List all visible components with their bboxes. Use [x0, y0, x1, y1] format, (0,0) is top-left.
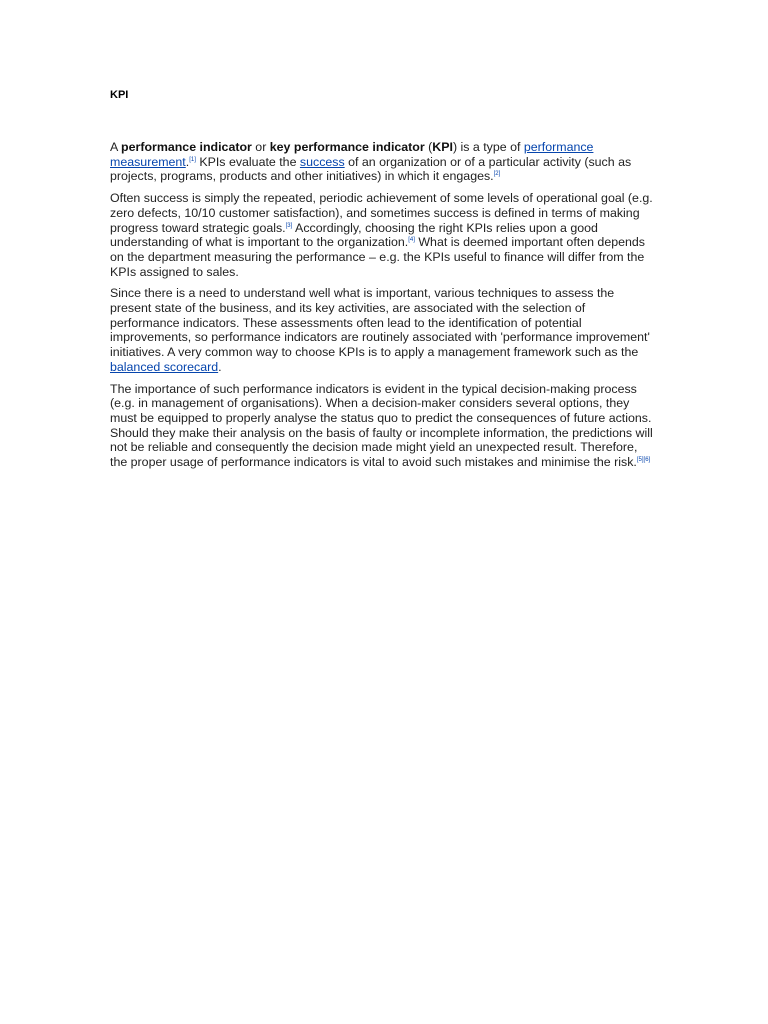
text-run: KPIs evaluate the — [195, 154, 300, 169]
text-run: . — [185, 154, 190, 169]
link-success[interactable]: success — [299, 154, 345, 169]
citation-link[interactable]: [4] — [408, 237, 415, 244]
paragraph-4 — [110, 382, 655, 470]
text-run: Often success is simply the repeated, periodic achievement of some levels of operational goal (e.g. zero defects, 10/10 customer satisfaction), and sometimes success is defined in terms of making progress toward strategic goals. — [110, 191, 653, 235]
citation-link[interactable]: [5][6] — [636, 456, 651, 463]
text-run: What is deemed important often depends on the department measuring the performance – e.g. the KPIs useful to finance will differ from the KPIs assigned to sales. — [110, 235, 645, 279]
text-run: The importance of such performance indicators is evident in the typical decision-making process (e.g. in management of organisations). When a decision-maker considers several options, they must be equipped to properly analyse the status quo to predict the consequences of future actions. Should they make their analysis on the basis of faulty or incomplete information, the predictions will not be reliable and consequently the decision made might yield an unexpected result. Therefore, the proper usage of performance indicators is vital to avoid such mistakes and minimise the risk. — [110, 381, 653, 470]
citation-ref — [189, 157, 196, 163]
link-balanced-scorecard[interactable]: balanced scorecard — [110, 359, 219, 374]
text-run: . — [218, 359, 222, 374]
text-run: ) is a type of — [452, 140, 524, 154]
paragraph-2 — [110, 191, 655, 279]
document-title: KPI — [110, 89, 129, 101]
citation-link[interactable]: [1] — [189, 156, 196, 163]
text-run: Accordingly, choosing the right KPIs relies upon a good understanding of what is important to the organization. — [110, 220, 598, 250]
link-performance-measurement[interactable]: performance measurement — [110, 140, 594, 169]
citation-ref — [637, 457, 650, 463]
text-run: ( — [424, 140, 433, 154]
bold-term: KPI — [432, 140, 453, 154]
text-run: A — [110, 140, 122, 154]
citation-ref — [494, 171, 501, 177]
citation-link[interactable]: [3] — [285, 222, 293, 229]
paragraph-1 — [110, 140, 655, 184]
citation-link[interactable]: [2] — [493, 171, 501, 178]
paragraph-3 — [110, 286, 655, 374]
text-run: or — [251, 140, 270, 154]
bold-term: key performance indicator — [269, 140, 425, 154]
document-page — [110, 88, 655, 477]
text-run: of an organization or of a particular activity (such as projects, programs, products and other initiatives) in which it engages. — [110, 154, 632, 184]
citation-ref — [408, 237, 415, 243]
bold-term: performance indicator — [121, 140, 252, 154]
text-run: Since there is a need to understand well what is important, various techniques to assess the present state of the business, and its key activities, are associated with the selection of performance indicators. These assessments often lead to the identification of potential improvements, so performance indicators are routinely associated with 'performance improvement' initiatives. A very common way to choose KPIs is to apply a management framework such as the — [110, 286, 650, 360]
